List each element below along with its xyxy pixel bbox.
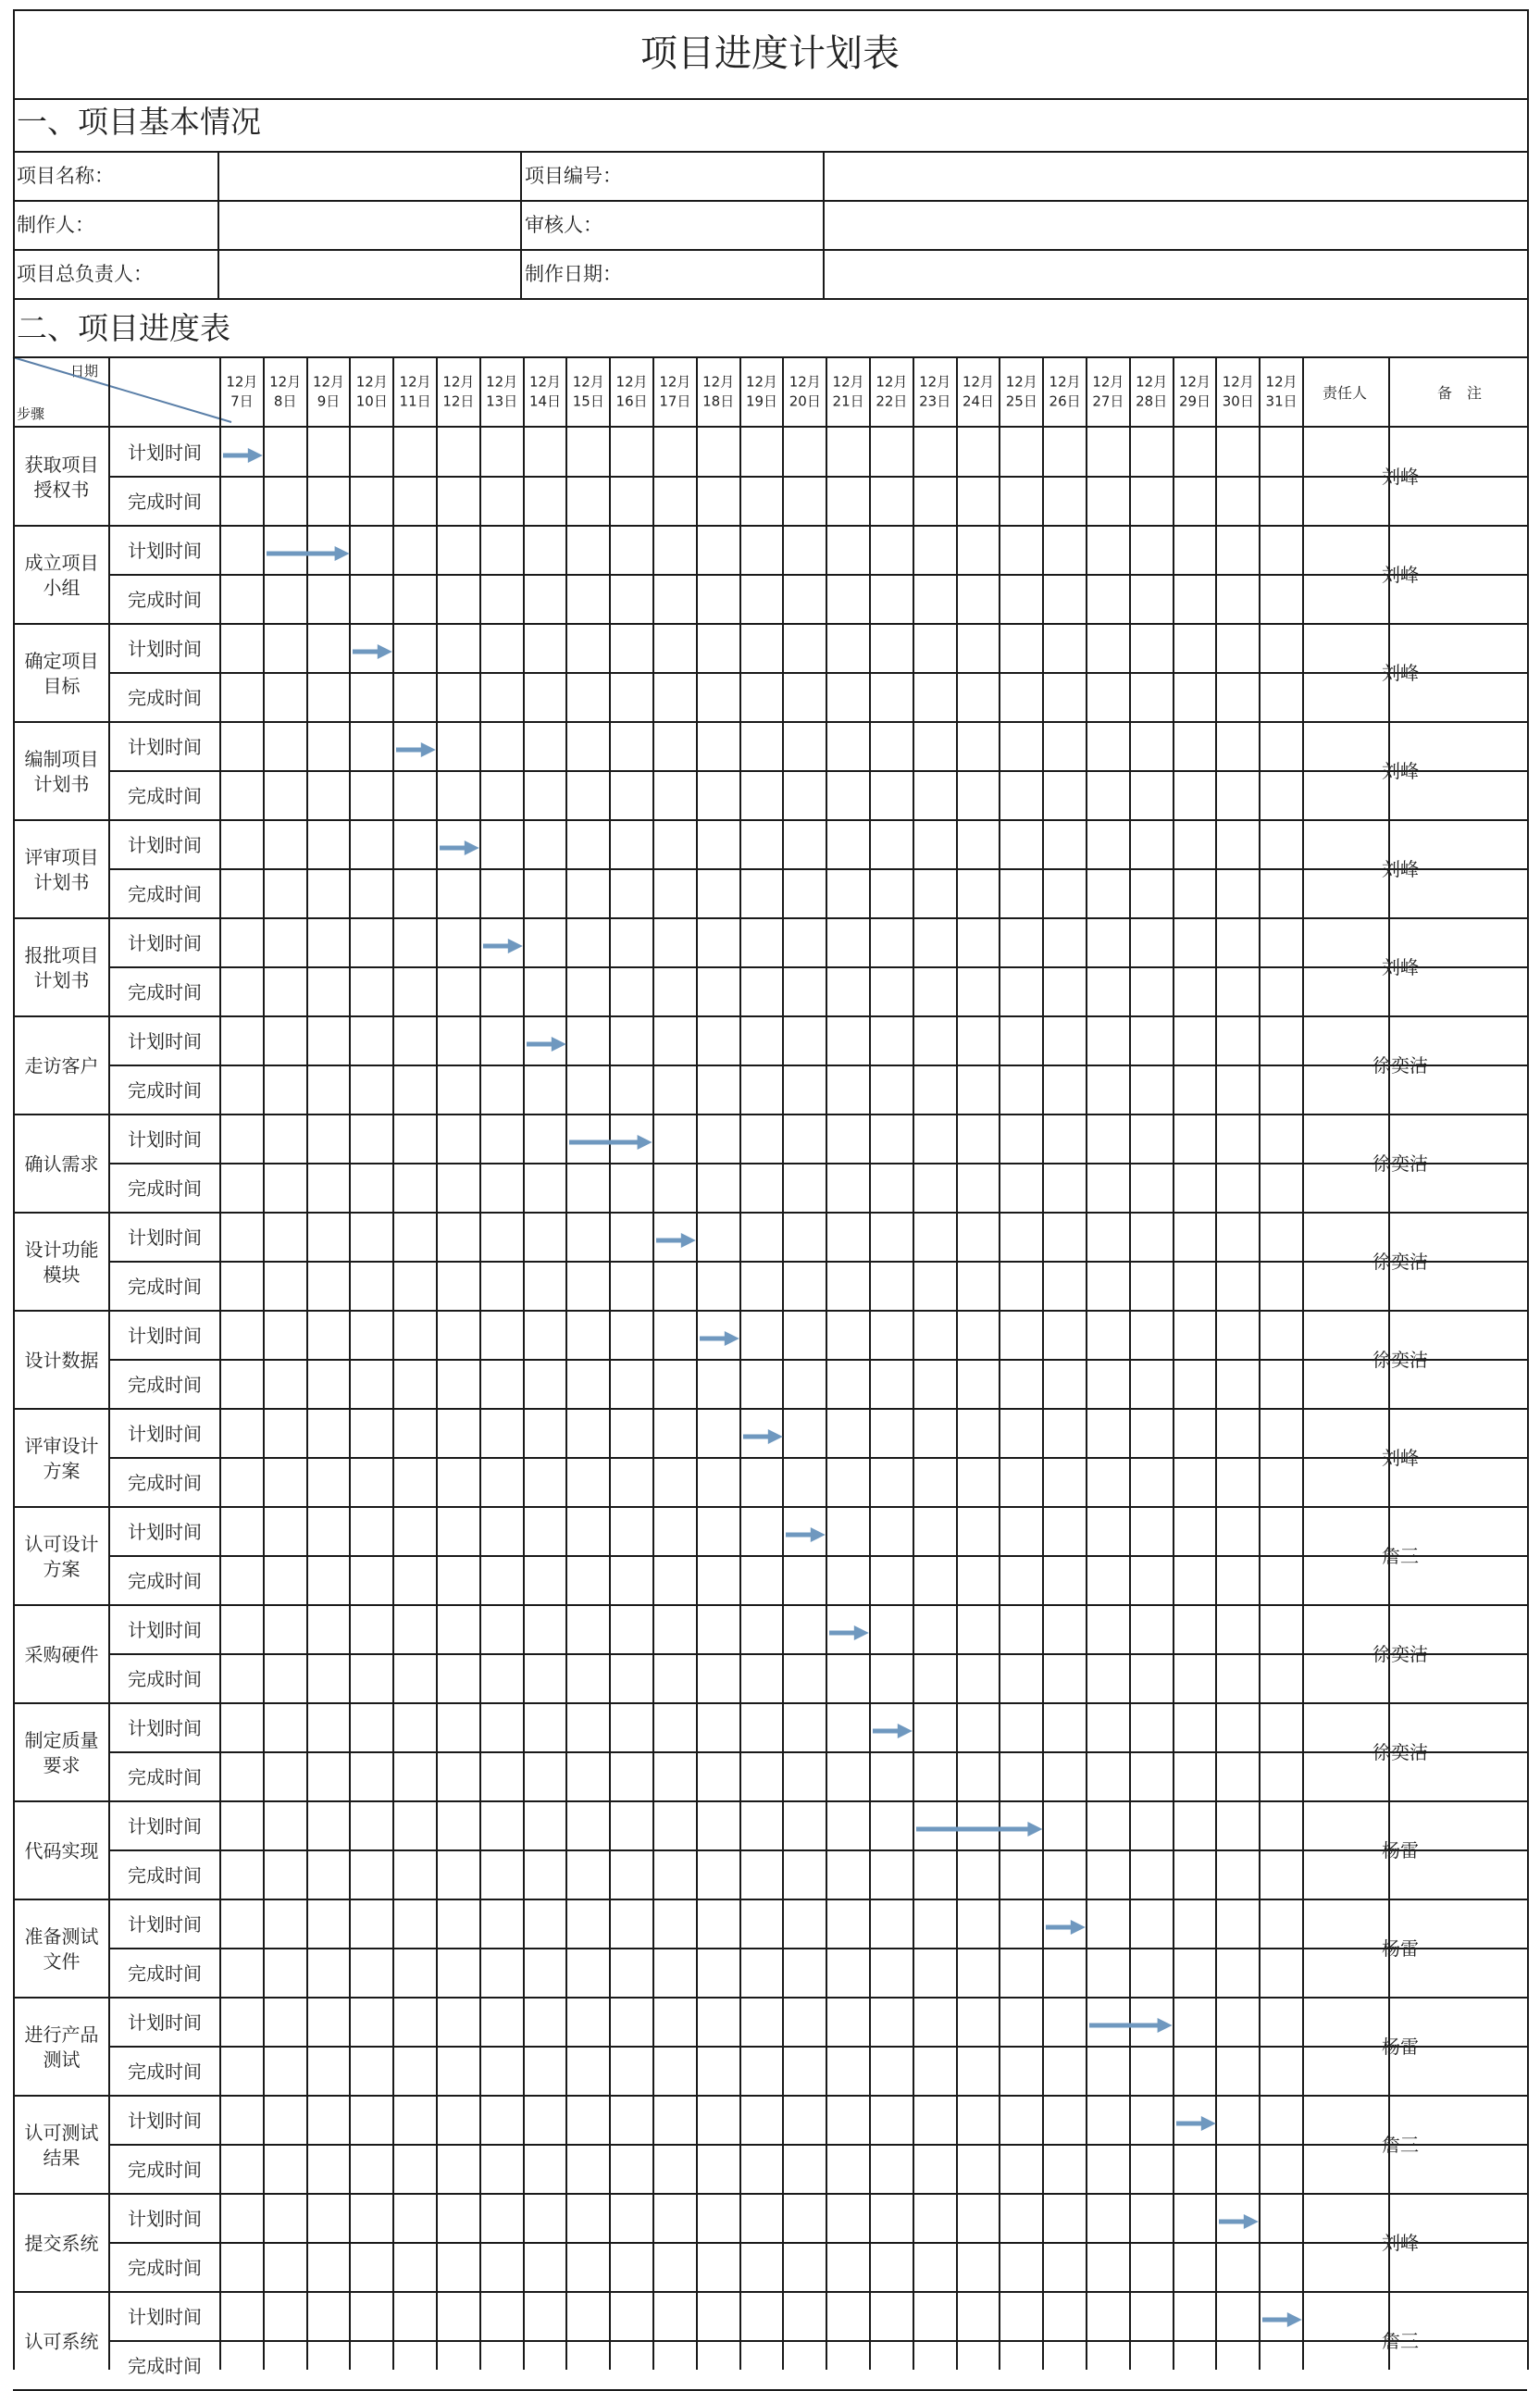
step-bottom-line xyxy=(13,819,1527,821)
responsible-person: 詹三 xyxy=(1382,1545,1419,1567)
col-date-line xyxy=(739,356,741,2370)
date-header-cell: 12月 10日 xyxy=(355,372,388,410)
step-mid-line xyxy=(219,574,1388,576)
responsible-person: 杨雷 xyxy=(1382,1839,1419,1862)
step-bottom-line xyxy=(13,1212,1527,1214)
step-mid-line xyxy=(219,476,1388,478)
step-name: 认可设计 方案 xyxy=(24,1533,99,1580)
reviewer-label: 审核人： xyxy=(525,214,602,236)
label-mid-line xyxy=(108,574,219,576)
col-date-line xyxy=(1086,356,1087,2370)
done-time-label: 完成时间 xyxy=(128,1667,202,1690)
col-date-line xyxy=(306,356,308,2370)
step-mid-line xyxy=(219,1653,1388,1655)
step-bottom-line xyxy=(13,1310,1527,1312)
project-name-label: 项目名称： xyxy=(17,165,114,187)
done-time-label: 完成时间 xyxy=(128,686,202,709)
step-mid-line xyxy=(219,1948,1388,1949)
info-row3-bottom xyxy=(13,298,1527,300)
label-mid-line xyxy=(108,770,219,772)
info-row1-bottom xyxy=(13,200,1527,202)
col-date-line xyxy=(436,356,438,2370)
date-header-cell: 12月 17日 xyxy=(659,372,691,410)
date-header-cell: 12月 24日 xyxy=(962,372,995,410)
col-date-line xyxy=(696,356,698,2370)
step-bottom-line xyxy=(13,1408,1527,1410)
maker-label: 制作人： xyxy=(17,214,94,236)
step-bottom-line xyxy=(13,917,1527,919)
col-date-line xyxy=(565,356,567,2370)
step-mid-line xyxy=(219,868,1388,870)
step-bottom-line xyxy=(13,1506,1527,1508)
plan-arrow xyxy=(916,1820,1046,1838)
label-mid-line xyxy=(108,966,219,968)
label-mid-line xyxy=(108,1359,219,1361)
label-mid-line xyxy=(108,1457,219,1459)
create-date-label: 制作日期： xyxy=(525,263,622,285)
label-mid-line xyxy=(108,1751,219,1753)
frame-left xyxy=(13,9,15,2370)
step-name: 采购硬件 xyxy=(24,1643,99,1666)
plan-arrow xyxy=(700,1329,743,1348)
step-name: 获取项目 授权书 xyxy=(24,454,99,501)
step-mid-line xyxy=(219,1555,1388,1557)
date-header-cell: 12月 15日 xyxy=(572,372,604,410)
col-date-line xyxy=(826,356,827,2370)
responsible-person: 刘峰 xyxy=(1382,858,1419,880)
date-header-cell: 12月 31日 xyxy=(1265,372,1298,410)
label-mid-line xyxy=(108,672,219,674)
plan-arrow xyxy=(1089,2016,1176,2035)
step-name: 认可系统 xyxy=(24,2330,99,2353)
plan-arrow xyxy=(1176,2114,1220,2133)
responsible-person: 徐奕洁 xyxy=(1372,1349,1428,1371)
step-mid-line xyxy=(219,1849,1388,1851)
col-date-line xyxy=(913,356,914,2370)
done-time-label: 完成时间 xyxy=(128,784,202,807)
done-time-label: 完成时间 xyxy=(128,2060,202,2083)
step-name: 评审项目 计划书 xyxy=(24,846,99,893)
plan-time-label: 计划时间 xyxy=(128,441,202,464)
done-time-label: 完成时间 xyxy=(128,1765,202,1788)
responsible-person: 刘峰 xyxy=(1382,662,1419,684)
col-date-line xyxy=(523,356,525,2370)
date-header-cell: 12月 14日 xyxy=(528,372,562,410)
col-label-line xyxy=(219,356,221,2370)
label-mid-line xyxy=(108,1653,219,1655)
responsible-person: 徐奕洁 xyxy=(1372,1251,1428,1273)
responsible-person: 刘峰 xyxy=(1382,760,1419,782)
plan-time-label: 计划时间 xyxy=(128,1520,202,1543)
page-title: 项目进度计划表 xyxy=(640,32,900,75)
step-name: 走访客户 xyxy=(24,1054,99,1077)
plan-time-label: 计划时间 xyxy=(128,2305,202,2328)
plan-time-label: 计划时间 xyxy=(128,2011,202,2034)
done-time-label: 完成时间 xyxy=(128,490,202,513)
responsible-person: 詹三 xyxy=(1382,2134,1419,2156)
info-col2 xyxy=(520,151,522,298)
done-time-label: 完成时间 xyxy=(128,882,202,905)
plan-arrow xyxy=(440,839,483,857)
responsible-person: 刘峰 xyxy=(1382,564,1419,586)
step-name: 认可测试 结果 xyxy=(24,2122,99,2169)
frame-top xyxy=(13,9,1527,11)
plan-time-label: 计划时间 xyxy=(128,2109,202,2132)
plan-arrow xyxy=(1262,2310,1306,2329)
responsible-person: 刘峰 xyxy=(1382,2232,1419,2254)
col-date-line xyxy=(956,356,958,2370)
col-date-line xyxy=(263,356,265,2370)
col-date-line xyxy=(1259,356,1261,2370)
label-mid-line xyxy=(108,1065,219,1066)
done-time-label: 完成时间 xyxy=(128,980,202,1003)
plan-time-label: 计划时间 xyxy=(128,1422,202,1445)
step-bottom-line xyxy=(13,1899,1527,1900)
responsible-person: 徐奕洁 xyxy=(1372,1152,1428,1175)
label-mid-line xyxy=(108,1555,219,1557)
section-schedule-heading: 二、项目进度表 xyxy=(17,310,230,346)
plan-time-label: 计划时间 xyxy=(128,833,202,856)
plan-arrow xyxy=(396,741,440,759)
plan-time-label: 计划时间 xyxy=(128,931,202,954)
step-mid-line xyxy=(219,1359,1388,1361)
label-mid-line xyxy=(108,476,219,478)
done-time-label: 完成时间 xyxy=(128,2158,202,2181)
col-step-line xyxy=(108,356,110,2370)
step-bottom-line xyxy=(13,1702,1527,1704)
step-bottom-line xyxy=(13,2291,1527,2293)
plan-time-label: 计划时间 xyxy=(128,2207,202,2230)
step-name: 设计数据 xyxy=(24,1349,99,1372)
responsible-person: 杨雷 xyxy=(1382,1937,1419,1960)
step-mid-line xyxy=(219,672,1388,674)
step-bottom-line xyxy=(13,1800,1527,1802)
step-mid-line xyxy=(219,770,1388,772)
done-time-label: 完成时间 xyxy=(128,1373,202,1396)
date-header-cell: 12月 20日 xyxy=(789,372,821,410)
plan-arrow xyxy=(1046,1918,1089,1936)
step-name: 制定质量 要求 xyxy=(24,1729,99,1776)
step-mid-line xyxy=(219,1751,1388,1753)
date-header-cell: 12月 25日 xyxy=(1005,372,1037,410)
step-mid-line xyxy=(219,1261,1388,1263)
date-header-cell: 12月 9日 xyxy=(312,372,345,410)
label-mid-line xyxy=(108,1261,219,1263)
done-time-label: 完成时间 xyxy=(128,588,202,611)
step-name: 评审设计 方案 xyxy=(24,1435,99,1482)
col-date-line xyxy=(1042,356,1044,2370)
done-time-label: 完成时间 xyxy=(128,1863,202,1887)
date-header-cell: 12月 23日 xyxy=(919,372,951,410)
step-mid-line xyxy=(219,2242,1388,2244)
label-mid-line xyxy=(108,868,219,870)
plan-arrow xyxy=(743,1427,787,1446)
date-header-cell: 12月 13日 xyxy=(486,372,518,410)
responsible-person: 徐奕洁 xyxy=(1372,1054,1428,1077)
header-step-label: 步骤 xyxy=(17,405,45,422)
step-bottom-line xyxy=(13,1997,1527,1999)
plan-arrow xyxy=(267,544,354,563)
step-name: 报批项目 计划书 xyxy=(24,944,99,991)
done-time-label: 完成时间 xyxy=(128,1569,202,1592)
date-header-cell: 12月 30日 xyxy=(1222,372,1254,410)
date-header-cell: 12月 18日 xyxy=(702,372,735,410)
step-name: 设计功能 模块 xyxy=(24,1239,99,1286)
done-time-label: 完成时间 xyxy=(128,1078,202,1102)
step-name: 代码实现 xyxy=(24,1839,99,1862)
header-remark: 备 注 xyxy=(1436,384,1483,402)
title-bottom-line xyxy=(13,98,1527,100)
step-mid-line xyxy=(219,1065,1388,1066)
step-bottom-line xyxy=(13,2095,1527,2097)
date-header-cell: 12月 11日 xyxy=(399,372,431,410)
col-date-line xyxy=(782,356,784,2370)
plan-time-label: 计划时间 xyxy=(128,1324,202,1347)
done-time-label: 完成时间 xyxy=(128,1177,202,1200)
date-header-cell: 12月 27日 xyxy=(1092,372,1124,410)
label-mid-line xyxy=(108,1849,219,1851)
plan-time-label: 计划时间 xyxy=(128,539,202,562)
step-mid-line xyxy=(219,966,1388,968)
step-name: 进行产品 测试 xyxy=(24,2024,99,2071)
step-bottom-line xyxy=(13,1114,1527,1115)
label-mid-line xyxy=(108,2046,219,2048)
step-mid-line xyxy=(219,2144,1388,2146)
plan-time-label: 计划时间 xyxy=(128,1618,202,1641)
info-col1 xyxy=(217,151,219,298)
info-row2-bottom xyxy=(13,249,1527,251)
header-responsible: 责任人 xyxy=(1322,384,1368,402)
done-time-label: 完成时间 xyxy=(128,1961,202,1985)
plan-time-label: 计划时间 xyxy=(128,1912,202,1936)
done-time-label: 完成时间 xyxy=(128,2256,202,2279)
step-name: 确定项目 目标 xyxy=(24,650,99,697)
done-time-label: 完成时间 xyxy=(128,1275,202,1298)
info-col3 xyxy=(823,151,825,298)
step-name: 确认需求 xyxy=(24,1152,99,1176)
responsible-person: 刘峰 xyxy=(1382,466,1419,488)
plan-time-label: 计划时间 xyxy=(128,1226,202,1249)
plan-arrow xyxy=(569,1133,656,1152)
responsible-person: 杨雷 xyxy=(1382,2036,1419,2058)
date-header-cell: 12月 29日 xyxy=(1178,372,1211,410)
date-header-cell: 12月 19日 xyxy=(745,372,778,410)
responsible-person: 徐奕洁 xyxy=(1372,1643,1428,1665)
responsible-person: 刘峰 xyxy=(1382,956,1419,978)
step-bottom-line xyxy=(13,721,1527,723)
date-header-cell: 12月 21日 xyxy=(832,372,864,410)
plan-arrow xyxy=(656,1231,700,1250)
col-date-line xyxy=(1129,356,1131,2370)
plan-time-label: 计划时间 xyxy=(128,1029,202,1052)
plan-time-label: 计划时间 xyxy=(128,1716,202,1739)
plan-time-label: 计划时间 xyxy=(128,637,202,660)
project-manager-label: 项目总负责人： xyxy=(17,263,153,285)
step-bottom-line xyxy=(13,1604,1527,1606)
plan-arrow xyxy=(527,1035,570,1053)
section-basic-info-heading: 一、项目基本情况 xyxy=(17,104,261,140)
label-mid-line xyxy=(108,1163,219,1164)
table-top xyxy=(13,356,1527,358)
step-name: 编制项目 计划书 xyxy=(24,748,99,795)
plan-arrow xyxy=(223,446,267,465)
step-mid-line xyxy=(219,1457,1388,1459)
step-name: 成立项目 小组 xyxy=(24,552,99,599)
col-date-line xyxy=(349,356,351,2370)
plan-arrow xyxy=(353,642,396,661)
col-date-line xyxy=(609,356,611,2370)
responsible-person: 刘峰 xyxy=(1382,1447,1419,1469)
date-header-cell: 12月 12日 xyxy=(442,372,475,410)
label-mid-line xyxy=(108,2144,219,2146)
step-mid-line xyxy=(219,1163,1388,1164)
done-time-label: 完成时间 xyxy=(128,1471,202,1494)
col-date-line xyxy=(999,356,1000,2370)
responsible-person: 徐奕洁 xyxy=(1372,1741,1428,1763)
step-name: 提交系统 xyxy=(24,2232,99,2255)
plan-time-label: 计划时间 xyxy=(128,1127,202,1151)
plan-arrow xyxy=(786,1526,829,1544)
step-name: 准备测试 文件 xyxy=(24,1925,99,1973)
step-bottom-line xyxy=(13,1015,1527,1017)
plan-arrow xyxy=(873,1722,916,1740)
col-date-line xyxy=(869,356,871,2370)
label-mid-line xyxy=(108,1948,219,1949)
step-bottom-line xyxy=(13,2193,1527,2195)
step-mid-line xyxy=(219,2340,1388,2342)
col-date-line xyxy=(652,356,654,2370)
label-mid-line xyxy=(108,2242,219,2244)
col-date-line xyxy=(1173,356,1174,2370)
step-mid-line xyxy=(219,2046,1388,2048)
frame-right xyxy=(1527,9,1529,2370)
plan-arrow xyxy=(1219,2212,1262,2231)
plan-time-label: 计划时间 xyxy=(128,1814,202,1837)
col-date-line xyxy=(479,356,481,2370)
label-mid-line xyxy=(108,2340,219,2342)
done-time-label: 完成时间 xyxy=(128,2354,202,2377)
plan-arrow xyxy=(829,1624,873,1642)
section1-bottom-line xyxy=(13,151,1527,153)
col-date-line xyxy=(1215,356,1217,2370)
date-header-cell: 12月 26日 xyxy=(1049,372,1081,410)
date-header-cell: 12月 28日 xyxy=(1136,372,1168,410)
responsible-person: 詹三 xyxy=(1382,2330,1419,2352)
date-header-cell: 12月 8日 xyxy=(269,372,302,410)
project-no-label: 项目编号： xyxy=(525,165,622,187)
date-header-cell: 12月 7日 xyxy=(226,372,258,410)
plan-time-label: 计划时间 xyxy=(128,735,202,758)
date-header-cell: 12月 22日 xyxy=(876,372,908,410)
date-header-cell: 12月 16日 xyxy=(615,372,648,410)
col-date-line xyxy=(1302,356,1304,2370)
plan-arrow xyxy=(483,937,527,955)
header-date-label: 日期 xyxy=(70,363,99,380)
table-header-bottom xyxy=(13,426,1527,428)
step-bottom-line xyxy=(13,525,1527,527)
step-bottom-line xyxy=(13,623,1527,625)
